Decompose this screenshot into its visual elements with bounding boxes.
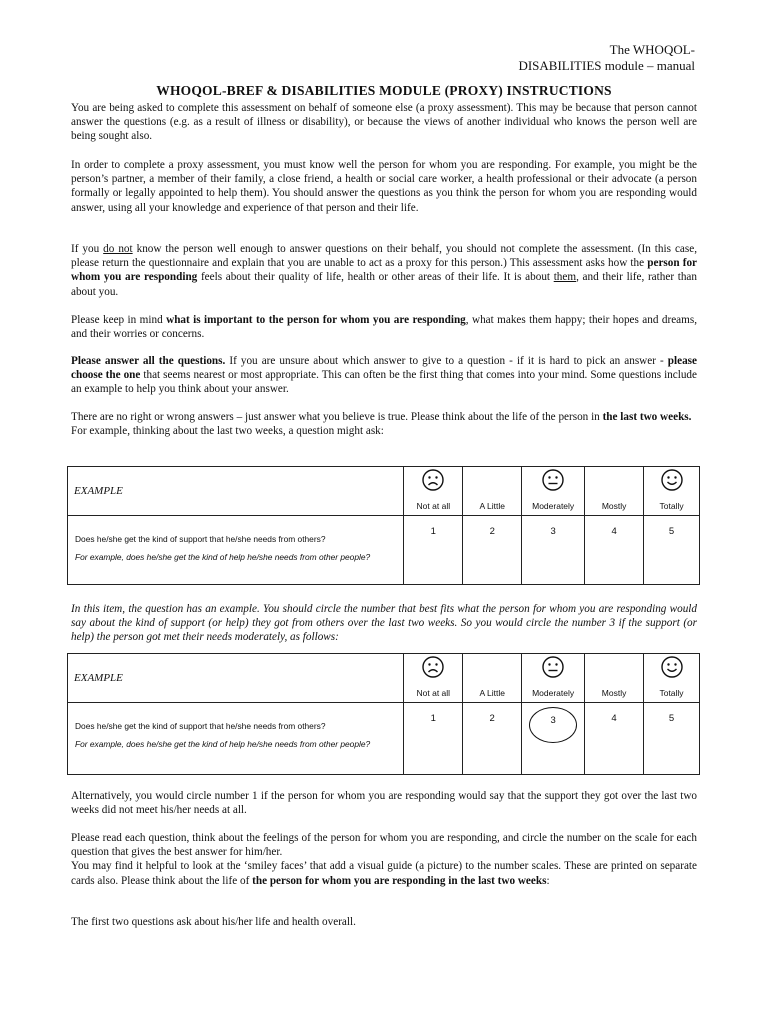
intro-paragraph: You are being asked to complete this assessment on behalf of someone else (a proxy assessment). This may be because that person cannot answer the questions (e.g. as a result of illness or disability), or because the views of another individual who knows the person well are being sought also.	[71, 102, 697, 143]
neutral-face-icon	[522, 654, 585, 685]
example-hint: For example, does he/she get the kind of help he/she needs from other people?	[75, 739, 371, 749]
example-question-cell	[68, 703, 404, 775]
answer-option[interactable]: 4	[585, 703, 644, 775]
answer-option[interactable]: 5	[644, 703, 700, 775]
example-label: EXAMPLE	[68, 467, 404, 516]
answer-option[interactable]: 4	[585, 516, 644, 585]
scale-label: Moderately	[522, 684, 585, 703]
happy-face-icon	[644, 467, 700, 498]
running-header	[518, 42, 695, 74]
answer-option[interactable]: 3	[522, 516, 585, 585]
header-line-1: The WHOQOL-	[609, 42, 695, 57]
answer-option[interactable]: 1	[404, 703, 463, 775]
scale-label: A Little	[463, 497, 522, 516]
example-hint: For example, does he/she get the kind of help he/she needs from other people?	[75, 552, 371, 562]
example-table-1	[67, 466, 700, 585]
proxy-knowledge-paragraph: In order to complete a proxy assessment, you must know well the person for whom you are responding. For example, you might be the person’s partner, a member of their family, a close friend, a health or social care worker, a health professional or their advocate (a person formally or legally appointed to help them). You should answer the questions as you think the person for whom you are responding would answer, using all your knowledge and experience of that person and their life.	[71, 159, 697, 214]
blank-face-cell	[585, 467, 644, 498]
sad-face-icon	[404, 467, 463, 498]
read-each-question-paragraph: Please read each question, think about the feelings of the person for whom you are responding, and circle the number on the scale for each question that gives the best answer for him/her. You may find it helpful to look at the ‘smiley faces’ that add a visual guide (a picture) to the number scales. These are printed on separate cards also. Please think about the life of the person for whom you are responding in the last two weeks:	[71, 832, 697, 887]
answer-circle: 3	[529, 707, 577, 743]
blank-face-cell	[585, 654, 644, 685]
example-table-2	[67, 653, 700, 775]
keep-in-mind-paragraph: Please keep in mind what is important to the person for whom you are responding, what makes them happy; their hopes and dreams, and their worries or concerns.	[71, 314, 697, 341]
blank-face-cell	[463, 467, 522, 498]
happy-face-icon	[644, 654, 700, 685]
no-right-wrong-paragraph: There are no right or wrong answers – just answer what you believe is true. Please think about the life of the person in the last two weeks. For example, thinking about the last two weeks, a question might ask:	[71, 411, 692, 438]
page-title: WHOQOL-BREF & DISABILITIES MODULE (PROXY) INSTRUCTIONS	[156, 83, 612, 98]
example-question: Does he/she get the kind of support that he/she needs from others?	[75, 721, 326, 731]
example-question: Does he/she get the kind of support that he/she needs from others?	[75, 534, 326, 544]
answer-option[interactable]: 1	[404, 516, 463, 585]
example-label: EXAMPLE	[68, 654, 404, 703]
scale-label: Totally	[644, 497, 700, 516]
header-line-2: DISABILITIES module – manual	[518, 58, 695, 73]
answer-option[interactable]: 2	[463, 516, 522, 585]
alternatively-paragraph: Alternatively, you would circle number 1 if the person for whom you are responding would say that the support they got over the last two weeks did not meet his/her needs at all.	[71, 790, 697, 817]
scale-label: Totally	[644, 684, 700, 703]
scale-label: Mostly	[585, 684, 644, 703]
scale-label: Mostly	[585, 497, 644, 516]
circled-answer-option[interactable]	[522, 703, 585, 775]
answer-all-paragraph: Please answer all the questions. If you are unsure about which answer to give to a question - if it is hard to pick an answer - please choose the one that seems nearest or most appropriate. This can often be the first thing that comes into your mind. Some questions include an example to help you think about your answer.	[71, 355, 697, 396]
circle-instruction-paragraph: In this item, the question has an example. You should circle the number that best fits what the person for whom you are responding would say about the kind of support (or help) they got from others over the last two weeks. So you would circle the number 3 if the support (or help) the person got met their needs moderately, as follows:	[71, 603, 697, 644]
neutral-face-icon	[522, 467, 585, 498]
blank-face-cell	[463, 654, 522, 685]
answer-option[interactable]: 5	[644, 516, 700, 585]
scale-label: Not at all	[404, 684, 463, 703]
sad-face-icon	[404, 654, 463, 685]
first-two-questions-paragraph: The first two questions ask about his/her life and health overall.	[71, 916, 356, 928]
do-not-complete-paragraph: If you do not know the person well enough to answer questions on their behalf, you should not complete the assessment. (In this case, please return the questionnaire and explain that you are unable to act as a proxy for this person.) This assessment asks how the person for whom you are responding feels about their quality of life, health or other areas of their life. It is about them, and their life, rather than about you.	[71, 243, 697, 298]
example-question-cell	[68, 516, 404, 585]
scale-label: Moderately	[522, 497, 585, 516]
answer-option[interactable]: 2	[463, 703, 522, 775]
scale-label: A Little	[463, 684, 522, 703]
scale-label: Not at all	[404, 497, 463, 516]
